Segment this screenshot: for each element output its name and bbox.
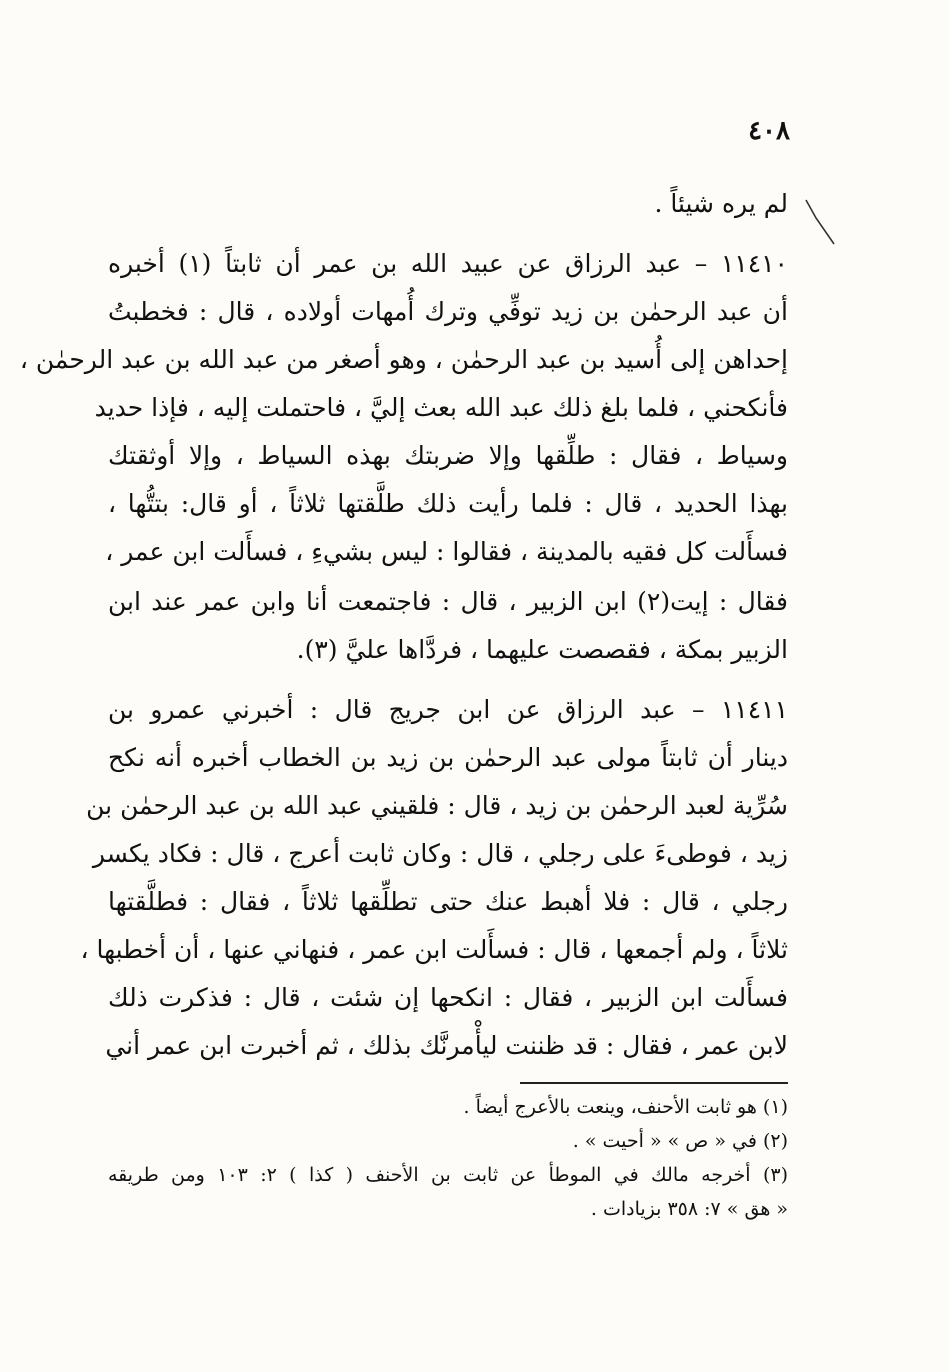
- text-line-8: فسأَلت كل فقيه بالمدينة ، فقالوا : ليس بشيءِ ، فسأَلت ابن عمر ،: [105, 537, 788, 566]
- page-number: ٤٠٨: [748, 116, 790, 146]
- text-line-12: دينار أن ثابتاً مولى عبد الرحمٰن بن زيد بن الخطاب أخبره أنه نكح: [108, 743, 788, 772]
- footnote-2: (٢) في « ص » « أحيت » .: [572, 1130, 788, 1152]
- text-line-15: رجلي ، قال : فلا أهبط عنك حتى تطلِّقها ثلاثاً ، فقال : فطلَّقتها: [108, 887, 788, 916]
- text-line-6: وسياط ، فقال : طلِّقها وإلا ضربتك بهذه السياط ، وإلا أوثقتك: [108, 441, 788, 470]
- footnote-3-continued: « هق » ٧: ٣٥٨ بزيادات .: [590, 1198, 788, 1220]
- text-line-7: بهذا الحديد ، قال : فلما رأيت ذلك طلَّقتها ثلاثاً ، أو قال: بتتُّها ،: [108, 489, 788, 518]
- text-line-4: إحداهن إلى أُسيد بن عبد الرحمٰن ، وهو أصغر من عبد الله بن عبد الرحمٰن ،: [19, 345, 788, 374]
- text-line-18: لابن عمر ، فقال : قد ظننت ليأْمرنَّك بذلك ، ثم أخبرت ابن عمر أني: [105, 1031, 788, 1060]
- footnote-3: (٣) أخرجه مالك في الموطأ عن ثابت بن الأحنف ( كذا ) ٢: ١٠٣ ومن طريقه: [108, 1164, 788, 1186]
- text-line-14: زيد ، فوطىءَ على رجلي ، قال : وكان ثابت أعرج ، قال : فكاد يكسر: [92, 839, 788, 868]
- footnote-1: (١) هو ثابت الأحنف، وينعت بالأعرج أيضاً .: [463, 1096, 788, 1118]
- text-line-9: فقال : إيت(٢) ابن الزبير ، قال : فاجتمعت أنا وابن عمر عند ابن: [108, 587, 788, 616]
- text-line-5: فأنكحني ، فلما بلغ ذلك عبد الله بعث إليَّ ، فاحتملت إليه ، فإذا حديد: [94, 393, 788, 422]
- text-line-10: الزبير بمكة ، فقصصت عليهما ، فردَّاها عليَّ (٣).: [296, 635, 788, 664]
- footnote-separator: [520, 1082, 788, 1084]
- text-line-2: ١١٤١٠ – عبد الرزاق عن عبيد الله بن عمر أن ثابتاً (١) أخبره: [108, 249, 788, 278]
- margin-pencil-mark: [802, 196, 842, 248]
- text-line-13: سُرِّية لعبد الرحمٰن بن زيد ، قال : فلقيني عبد الله بن عبد الرحمٰن بن: [86, 791, 788, 820]
- text-line-17: فسأَلت ابن الزبير ، فقال : انكحها إن شئت ، قال : فذكرت ذلك: [108, 983, 788, 1012]
- text-line-1: لم يره شيئاً .: [654, 189, 788, 218]
- text-line-3: أن عبد الرحمٰن بن زيد توفِّي وترك أُمهات أولاده ، قال : فخطبتُ: [108, 297, 788, 326]
- text-line-16: ثلاثاً ، ولم أجمعها ، قال : فسأَلت ابن عمر ، فنهاني عنها ، أن أخطبها ،: [80, 935, 788, 964]
- text-line-11: ١١٤١١ – عبد الرزاق عن ابن جريج قال : أخبرني عمرو بن: [108, 695, 788, 724]
